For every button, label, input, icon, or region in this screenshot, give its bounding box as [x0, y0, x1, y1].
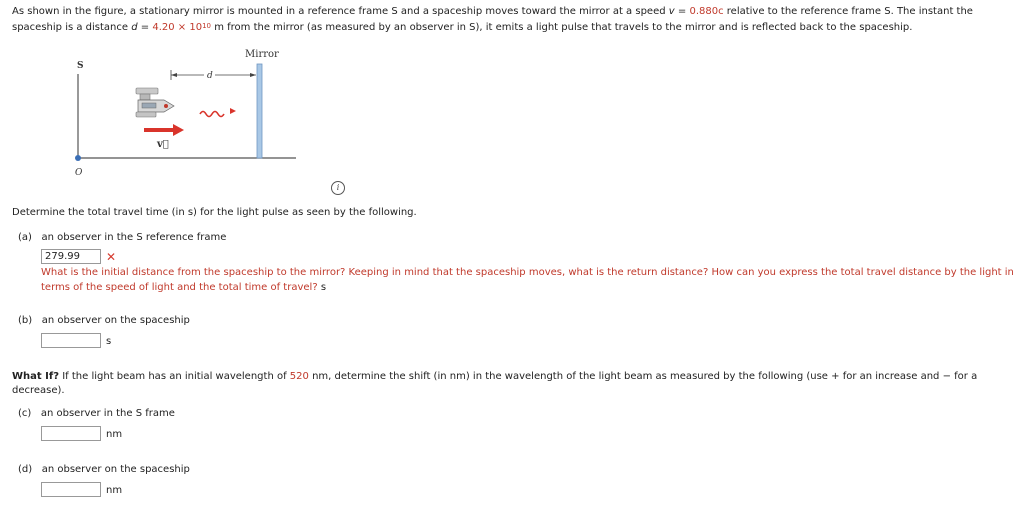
v-symbol: v — [668, 6, 675, 17]
spaceship-mirror-figure — [40, 40, 310, 190]
mirror — [257, 64, 262, 158]
part-c-answer-input[interactable] — [41, 426, 101, 441]
distance-label: d — [207, 71, 213, 81]
frame-label: S — [77, 61, 84, 71]
part-a-label: (a) an observer in the S reference frame — [18, 232, 227, 243]
mirror-label: Mirror — [245, 49, 279, 60]
info-icon[interactable]: i — [331, 181, 345, 195]
part-c-label: (c) an observer in the S frame — [18, 408, 175, 419]
velocity-arrow-head — [173, 124, 184, 136]
wavelength-value: 520 — [289, 371, 309, 382]
origin-label: O — [75, 168, 83, 178]
distance-value: $4.20 \times 10^{10}$ — [152, 22, 212, 33]
part-d-answer-input[interactable] — [41, 482, 101, 497]
part-b-label: (b) an observer on the spaceship — [18, 315, 190, 326]
what-if-statement: What If? If the light beam has an initial wavelength of 520 nm, determine the shift (in nm) in the wavelength of the light beam as measured by the following (use + for an increase and − for a decrease). — [12, 371, 978, 396]
spaceship — [136, 88, 174, 117]
incorrect-icon: ✕ — [106, 250, 117, 264]
what-if-heading: What If? — [12, 371, 60, 382]
origin-dot — [75, 155, 81, 161]
part-a-answer-input[interactable] — [41, 249, 101, 264]
part-b-unit: s — [106, 336, 112, 347]
distance-arrow-right — [250, 73, 256, 77]
part-a-feedback: What is the initial distance from the spaceship to the mirror? Keeping in mind that the spaceship moves, what is the return distance? How can you express the total travel distance by the light in terms of the speed of light and the total time of travel? s — [41, 267, 1014, 293]
light-pulse-wave — [200, 112, 224, 117]
distance-arrow-left — [171, 73, 177, 77]
d-symbol: d — [131, 22, 138, 33]
light-pulse-arrow — [230, 108, 236, 114]
part-d-label: (d) an observer on the spaceship — [18, 464, 190, 475]
question-prompt: Determine the total travel time (in s) for the light pulse as seen by the following. — [12, 207, 417, 218]
speed-value: 0.880c — [689, 6, 724, 17]
part-c-unit: nm — [106, 429, 123, 440]
part-d-unit: nm — [106, 485, 123, 496]
problem-statement: As shown in the figure, a stationary mirror is mounted in a reference frame S and a spaceship moves toward the mirror at a speed v = 0.880c relative to the reference frame S. The instant the spaceship is a distance $d = 4.20 \times 10^{10}$ m from the mirror (as measured by an observer in S), it emits a light pulse that travels to the mirror and is reflected back to the spaceship. — [12, 6, 973, 33]
part-a-unit: s — [320, 282, 327, 293]
velocity-arrow-shaft — [144, 128, 174, 132]
velocity-label: v⃗ — [157, 139, 169, 150]
part-b-answer-input[interactable] — [41, 333, 101, 348]
